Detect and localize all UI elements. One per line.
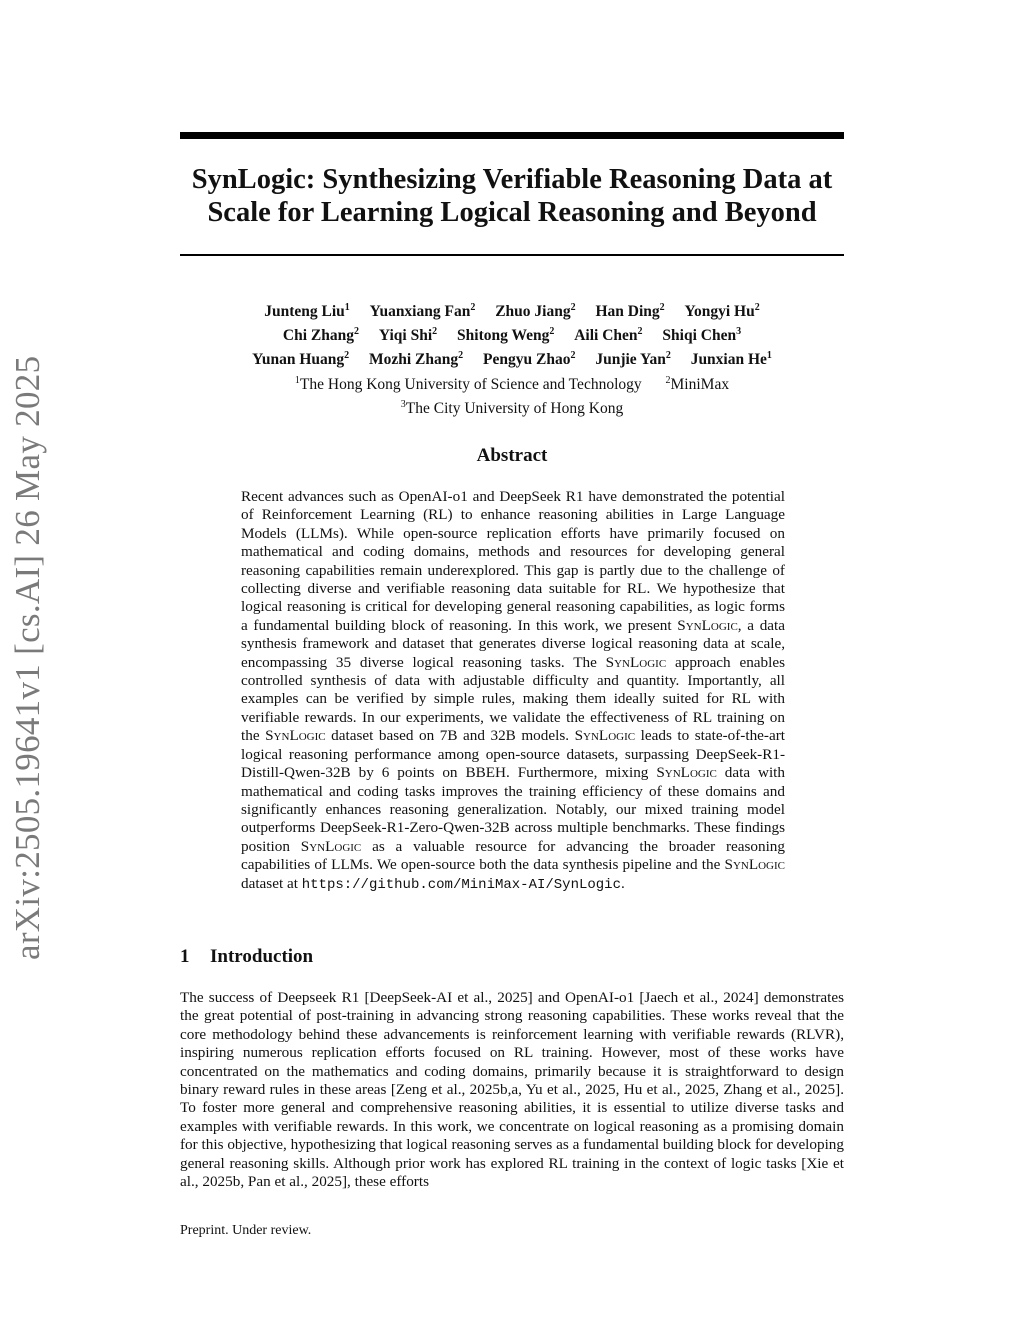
- author-name: Chi Zhang$^2$: [282, 326, 359, 345]
- author-name: Han Ding$^2$: [595, 302, 665, 321]
- synlogic-term: SynLogic: [605, 653, 667, 671]
- synlogic-term: SynLogic: [677, 616, 738, 634]
- author-row-2: [180, 322, 844, 346]
- affiliation-row-1: [180, 370, 844, 394]
- author-name: Yiqi Shi$^2$: [378, 326, 438, 345]
- synlogic-term: SynLogic: [574, 727, 636, 745]
- title-bottom-rule: [180, 254, 844, 256]
- author-name: Pengyu Zhao$^2$: [483, 350, 576, 369]
- author-name: Yunan Huang$^2$: [252, 350, 350, 369]
- author-name: Aili Chen$^2$: [574, 326, 643, 345]
- affiliation: $^3$The City University of Hong Kong: [400, 398, 624, 417]
- abstract-paragraph: Recent advances such as OpenAI-o1 and DeepSeek R1 have demonstrated the potential of Reinforcement Learning (RL) to enhance reasoning abilities in Large Language Models (LLMs). While open-source replication efforts have primarily focused on mathematical and coding domains, methods and resources for developing general reasoning capabilities remain underexplored. This gap is partly due to the challenge of collecting diverse and verifiable reasoning data suitable for RL. We hypothesize that logical reasoning is critical for developing general reasoning capabilities, as logic forms a fundamental building block of reasoning. In this work, we present SynLogic, a data synthesis framework and dataset that generates diverse logical reasoning data at scale, encompassing 35 diverse logical reasoning tasks. The SynLogic approach enables controlled synthesis of data with adjustable difficulty and quantity. Importantly, all examples can be verified by simple rules, making them ideally suited for RL with verifiable rewards. In our experiments, we validate the effectiveness of RL training on the SynLogic dataset based on 7B and 32B models. SynLogic leads to state-of-the-art logical reasoning performance among open-source datasets, surpassing DeepSeek-R1-Distill-Qwen-32B by 6 points on BBEH. Furthermore, mixing SynLogic data with mathematical and coding tasks improves the training efficiency of these domains and significantly enhances reasoning generalization. Notably, our mixed training model outperforms DeepSeek-R1-Zero-Qwen-32B across multiple benchmarks. These findings position SynLogic as a valuable resource for advancing the broader reasoning capabilities of LLMs. We open-source both the data synthesis pipeline and the SynLogic dataset at https://github.com/MiniMax-AI/SynLogic.: [241, 488, 785, 893]
- author-name: Zhuo Jiang$^2$: [495, 302, 576, 321]
- author-name: Junteng Liu$^1$: [264, 302, 350, 321]
- section-number: 1: [180, 946, 190, 967]
- synlogic-term: SynLogic: [724, 856, 785, 874]
- title-line-1: SynLogic: Synthesizing Verifiable Reasoning Data at: [191, 164, 833, 195]
- footer-note: Preprint. Under review.: [180, 1223, 312, 1238]
- synlogic-term: SynLogic: [300, 837, 362, 855]
- paper-title: [180, 163, 844, 229]
- synlogic-term: SynLogic: [265, 727, 326, 745]
- author-name: Shitong Weng$^2$: [457, 326, 555, 345]
- synlogic-term: SynLogic: [656, 764, 717, 782]
- arxiv-identifier-stamp: arXiv:2505.19641v1 [cs.AI] 26 May 2025: [8, 355, 47, 960]
- affiliation: $^1$The Hong Kong University of Science and Technology: [294, 374, 642, 393]
- author-row-3: [180, 346, 844, 370]
- title-line-2: Scale for Learning Logical Reasoning and Beyond: [207, 197, 817, 228]
- author-name: Yuanxiang Fan$^2$: [369, 302, 476, 321]
- affiliation-row-2: [180, 395, 844, 419]
- author-name: Mozhi Zhang$^2$: [369, 350, 464, 369]
- github-link[interactable]: https://github.com/MiniMax-AI/SynLogic: [301, 876, 621, 893]
- section-title: Introduction: [210, 946, 314, 967]
- affiliation: $^2$MiniMax: [665, 374, 730, 393]
- author-name: Junxian He$^1$: [690, 350, 772, 369]
- author-name: Yongyi Hu$^2$: [684, 302, 760, 321]
- title-top-rule: [180, 132, 844, 139]
- abstract-heading: Abstract: [476, 445, 548, 466]
- author-block: [180, 298, 844, 419]
- author-name: Junjie Yan$^2$: [595, 350, 671, 369]
- section-heading-introduction: [180, 946, 844, 968]
- author-row-1: [180, 298, 844, 322]
- introduction-paragraph: The success of Deepseek R1 [DeepSeek-AI et al., 2025] and OpenAI-o1 [Jaech et al., 2024] demonstrates the great potential of post-training in advancing strong reasoning capabilities. These works reveal that the core methodology behind these advancements is reinforcement learning with verifiable rewards (RLVR), inspiring numerous replication efforts focused on RL training. However, most of these works have concentrated on the mathematics and coding domains, primarily because it is straightforward to design binary reward rules in these areas [Zeng et al., 2025b,a, Yu et al., 2025, Hu et al., 2025, Zhang et al., 2025]. To foster more general and comprehensive reasoning abilities, it is essential to utilize diverse tasks and examples with verifiable rewards. In this work, we concentrate on logical reasoning as a promising domain for this objective, hypothesizing that logical reasoning serves as a fundamental building block for developing general reasoning skills. Although prior work has explored RL training in the context of logic tasks [Xie et al., 2025b, Pan et al., 2025], these efforts: [180, 989, 844, 1191]
- author-name: Shiqi Chen$^3$: [662, 326, 742, 345]
